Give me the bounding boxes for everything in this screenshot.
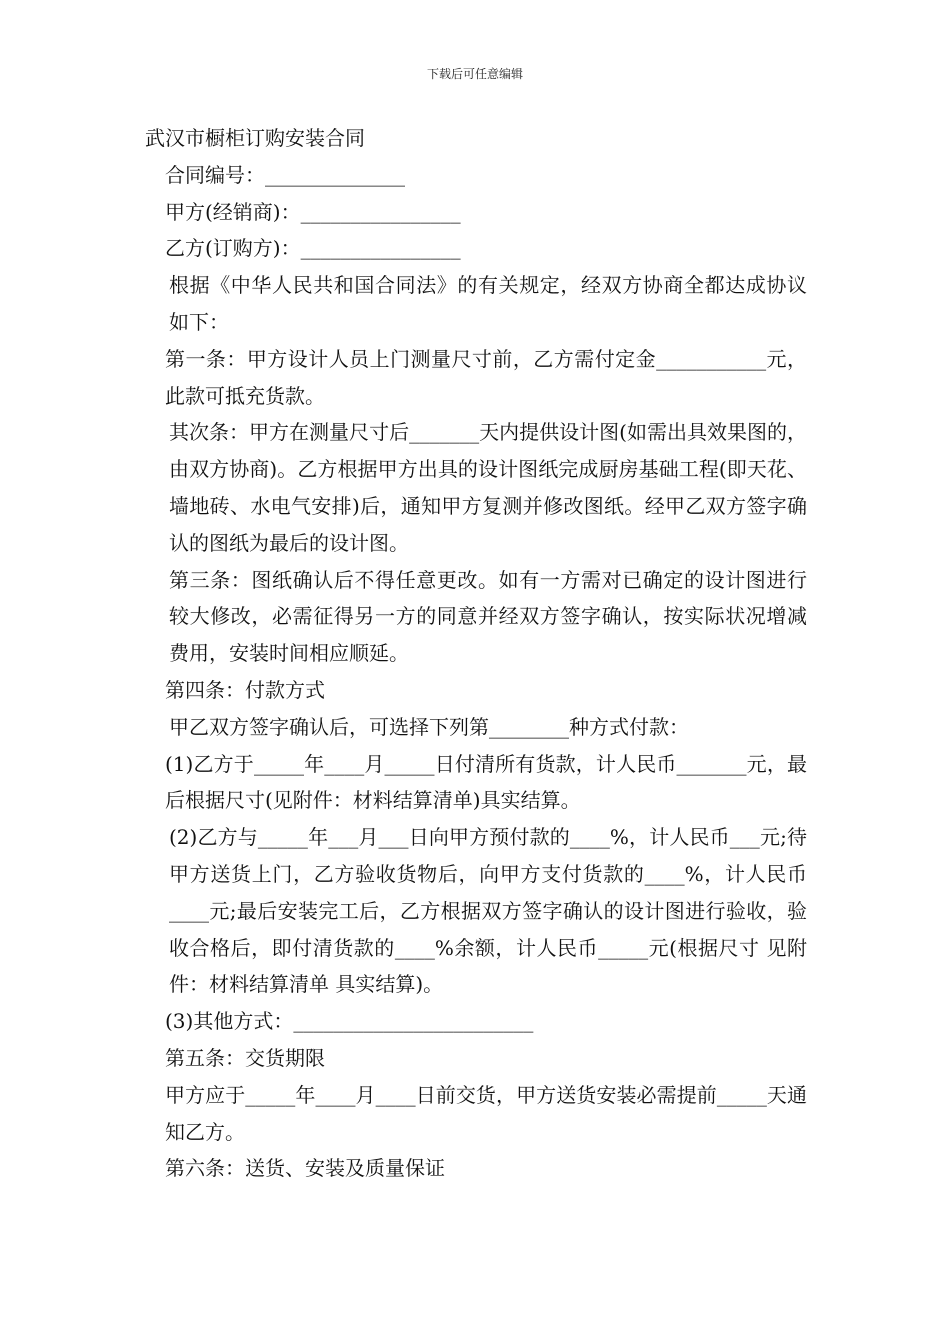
clause-5-title: 第五条：交货期限: [165, 1045, 325, 1070]
clause-4-intro: 甲乙双方签字确认后，可选择下列第________种方式付款：: [169, 714, 689, 739]
clause-2: 其次条：甲方在测量尺寸后_______天内提供设计图(如需出具效果图的，由双方协商)。乙方根据甲方出具的设计图纸完成厨房基础工程(即天花、墙地砖、水电气安排)后，通知甲方复测并修改图纸。经甲乙双方签字确认的图纸为最后的设计图。: [169, 420, 807, 555]
clause-4-title: 第四条：付款方式: [165, 677, 325, 702]
payment-option-1: (1)乙方于_____年____月_____日付清所有货款，计人民币_______元，最后根据尺寸(见附件：材料结算清单)具实结算。: [165, 751, 807, 813]
clause-6-title: 第六条：送货、安装及质量保证: [165, 1156, 445, 1181]
header-note: 下载后可任意编辑: [426, 67, 523, 81]
payment-option-3: (3)其他方式：________________________: [165, 1009, 534, 1034]
clause-5-text: 甲方应于_____年____月____日前交货，甲方送货安装必需提前_____天通知乙方。: [165, 1082, 807, 1144]
clause-3: 第三条：图纸确认后不得任意更改。如有一方需对已确定的设计图进行较大修改，必需征得另一方的同意并经双方签字确认，按实际状况增减费用，安装时间相应顺延。: [169, 567, 807, 666]
contract-body: [145, 120, 807, 1187]
contract-title: 武汉市橱柜订购安装合同: [145, 126, 365, 150]
clause-1: 第一条：甲方设计人员上门测量尺寸前，乙方需付定金___________元，此款可抵充货款。: [165, 346, 807, 408]
party-a-field: 甲方(经销商)：________________: [165, 199, 461, 224]
party-b-field: 乙方(订购方)：________________: [165, 236, 461, 261]
contract-number-field: 合同编号：______________: [165, 162, 405, 187]
payment-option-2: (2)乙方与_____年___月___日向甲方预付款的____%，计人民币___元;待甲方送货上门，乙方验收货物后，向甲方支付货款的____%，计人民币____元;最后安装完工后，乙方根据双方签字确认的设计图进行验收，验收合格后，即付清货款的____%余额，计人民币_____元(根据尺寸 见附件：材料结算清单 具实结算)。: [169, 825, 807, 997]
intro-paragraph: 根据《中华人民共和国合同法》的有关规定，经双方协商全都达成协议如下：: [169, 273, 807, 334]
